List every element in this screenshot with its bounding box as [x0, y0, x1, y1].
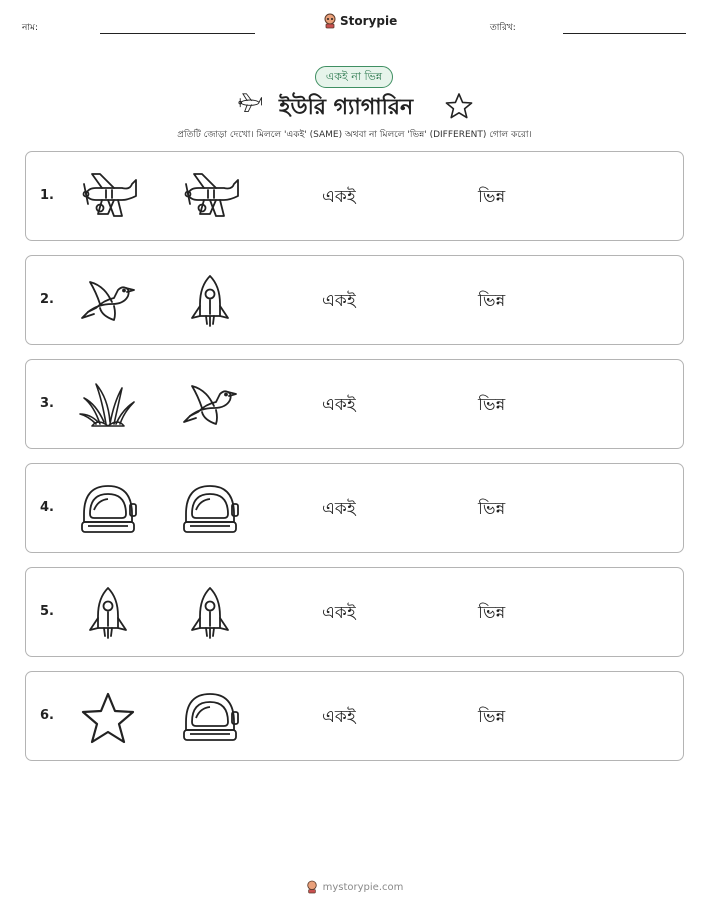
date-label: তারিখ: [490, 23, 516, 33]
option-same[interactable]: একই [322, 707, 356, 727]
instructions: প্রতিটি জোড়া দেখো। মিললে 'একই' (SAME) অথবা না মিললে 'ভিন্ন' (DIFFERENT) গোল করো। [177, 130, 532, 140]
grass-icon [78, 378, 138, 432]
footer [0, 880, 709, 894]
airplane-icon [78, 170, 138, 224]
storypie-logo [323, 13, 397, 29]
option-same[interactable]: একই [322, 291, 356, 311]
question-number: 3. [40, 396, 54, 411]
bird-icon [180, 378, 240, 432]
question-card [25, 359, 684, 449]
option-different[interactable]: ভিন্ন [478, 187, 506, 207]
storypie-mascot-icon [306, 880, 318, 894]
option-same[interactable]: একই [322, 395, 356, 415]
airplane-icon [180, 170, 240, 224]
title-row [0, 90, 709, 120]
question-card [25, 255, 684, 345]
helmet-icon [180, 482, 240, 536]
question-number: 2. [40, 292, 54, 307]
question-card [25, 671, 684, 761]
rocket-icon [180, 586, 240, 640]
question-number: 5. [40, 604, 54, 619]
option-same[interactable]: একই [322, 603, 356, 623]
option-different[interactable]: ভিন্ন [478, 395, 506, 415]
name-line[interactable] [100, 33, 255, 34]
star-icon [78, 690, 138, 744]
activity-badge: একই না ভিন্ন [315, 66, 393, 88]
storypie-mascot-icon [323, 13, 337, 29]
star-icon [444, 92, 474, 120]
question-number: 1. [40, 188, 54, 203]
airplane-icon [232, 92, 268, 116]
option-same[interactable]: একই [322, 499, 356, 519]
question-card [25, 151, 684, 241]
logo-text: Storypie [340, 14, 398, 28]
option-different[interactable]: ভিন্ন [478, 603, 506, 623]
name-label: নাম: [22, 23, 39, 33]
option-different[interactable]: ভিন্ন [478, 707, 506, 727]
helmet-icon [78, 482, 138, 536]
page-title: ইউরি গ্যাগারিন [279, 95, 414, 120]
rocket-icon [78, 586, 138, 640]
question-card [25, 463, 684, 553]
footer-url[interactable]: mystorypie.com [322, 881, 404, 893]
question-card [25, 567, 684, 657]
rocket-icon [180, 274, 240, 328]
question-number: 4. [40, 500, 54, 515]
option-same[interactable]: একই [322, 187, 356, 207]
question-number: 6. [40, 708, 54, 723]
option-different[interactable]: ভিন্ন [478, 499, 506, 519]
helmet-icon [180, 690, 240, 744]
option-different[interactable]: ভিন্ন [478, 291, 506, 311]
bird-icon [78, 274, 138, 328]
date-line[interactable] [563, 33, 686, 34]
